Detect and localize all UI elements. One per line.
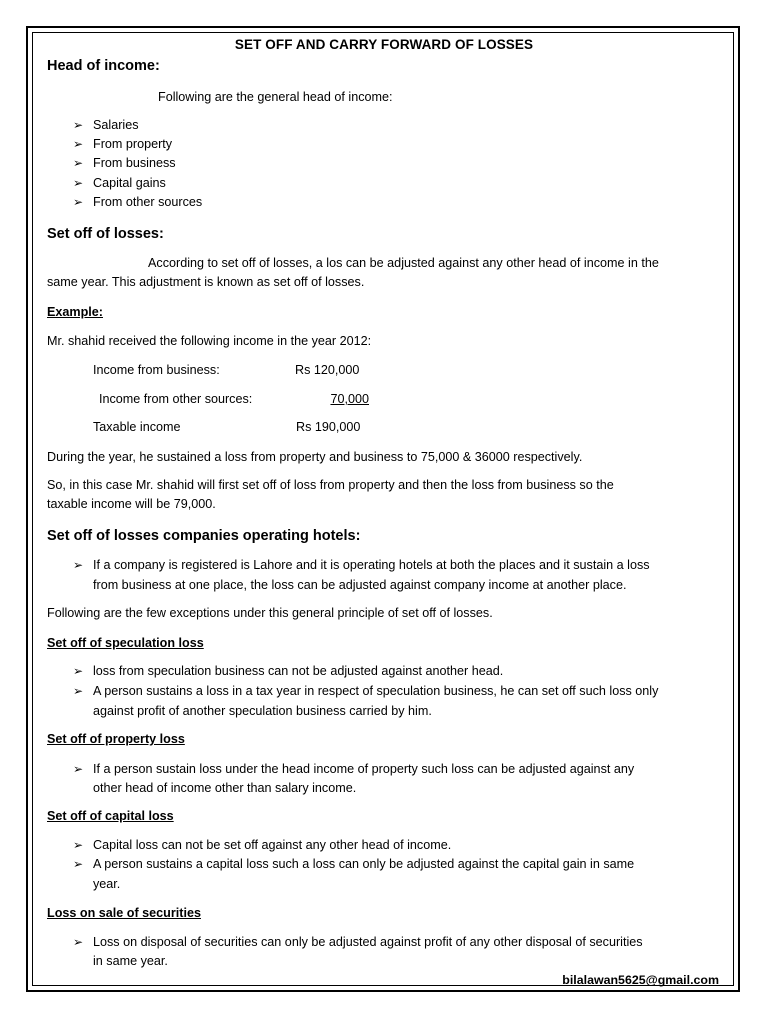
heading-speculation: Set off of speculation loss: [47, 636, 204, 650]
speculation-bullet-1: loss from speculation business can not be adjusted against another head.: [93, 664, 504, 678]
arrow-bullet-icon: ➢: [73, 664, 84, 678]
hotels-bullet-line1: If a company is registered is Lahore and it is operating hotels at both the places and it sustain a loss: [93, 558, 650, 572]
heading-hotels: Set off of losses companies operating hotels:: [47, 528, 361, 544]
list-item: From property: [93, 137, 173, 151]
row-amount: Rs 190,000: [296, 420, 361, 434]
arrow-bullet-icon: ➢: [73, 857, 84, 871]
set-off-paragraph-line1: According to set off of losses, a los can be adjusted against any other head of income in the: [148, 256, 659, 270]
arrow-bullet-icon: ➢: [73, 137, 84, 151]
capital-bullet-2-line2: year.: [93, 877, 121, 891]
exceptions-intro: Following are the few exceptions under this general principle of set off of losses.: [47, 606, 493, 620]
example-paragraph-2-line1: So, in this case Mr. shahid will first set off of loss from property and then the loss from business so the: [47, 478, 614, 492]
heading-property: Set off of property loss: [47, 732, 185, 746]
arrow-bullet-icon: ➢: [73, 838, 84, 852]
capital-bullet-1: Capital loss can not be set off against any other head of income.: [93, 838, 452, 852]
author-email: bilalawan5625@gmail.com: [562, 973, 719, 987]
arrow-bullet-icon: ➢: [73, 935, 84, 949]
arrow-bullet-icon: ➢: [73, 762, 84, 776]
list-item: Salaries: [93, 118, 139, 132]
list-item: From other sources: [93, 195, 203, 209]
heading-head-of-income: Head of income:: [47, 58, 160, 74]
row-amount: 70,000: [330, 392, 369, 406]
speculation-bullet-2-line2: against profit of another speculation business carried by him.: [93, 704, 432, 718]
row-label: Income from business:: [93, 363, 220, 377]
document-title: SET OFF AND CARRY FORWARD OF LOSSES: [234, 37, 534, 52]
arrow-bullet-icon: ➢: [73, 195, 84, 209]
example-paragraph-2-line2: taxable income will be 79,000.: [47, 497, 216, 511]
head-of-income-intro: Following are the general head of income:: [158, 90, 393, 104]
row-label: Taxable income: [93, 420, 181, 434]
example-intro: Mr. shahid received the following income in the year 2012:: [47, 334, 372, 348]
capital-bullet-2-line1: A person sustains a capital loss such a loss can only be adjusted against the capital gain in same: [93, 857, 635, 871]
list-item: Capital gains: [93, 176, 166, 190]
securities-bullet-line1: Loss on disposal of securities can only be adjusted against profit of any other disposal of securities: [93, 935, 643, 949]
arrow-bullet-icon: ➢: [73, 118, 84, 132]
arrow-bullet-icon: ➢: [73, 156, 84, 170]
heading-set-off: Set off of losses:: [47, 226, 164, 242]
row-amount: Rs 120,000: [295, 363, 360, 377]
row-label: Income from other sources:: [99, 392, 253, 406]
heading-securities: Loss on sale of securities: [47, 906, 201, 920]
property-bullet-line2: other head of income other than salary income.: [93, 781, 357, 795]
arrow-bullet-icon: ➢: [73, 176, 84, 190]
hotels-bullet-line2: from business at one place, the loss can be adjusted against company income at another place.: [93, 578, 627, 592]
example-paragraph-1: During the year, he sustained a loss from property and business to 75,000 & 36000 respectively.: [47, 450, 583, 464]
heading-capital: Set off of capital loss: [47, 809, 174, 823]
speculation-bullet-2-line1: A person sustains a loss in a tax year in respect of speculation business, he can set off such loss only: [93, 684, 659, 698]
heading-example: Example:: [47, 305, 103, 319]
securities-bullet-line2: in same year.: [93, 954, 168, 968]
arrow-bullet-icon: ➢: [73, 684, 84, 698]
arrow-bullet-icon: ➢: [73, 558, 84, 572]
set-off-paragraph-line2: same year. This adjustment is known as set off of losses.: [47, 275, 365, 289]
property-bullet-line1: If a person sustain loss under the head income of property such loss can be adjusted against any: [93, 762, 635, 776]
list-item: From business: [93, 156, 176, 170]
